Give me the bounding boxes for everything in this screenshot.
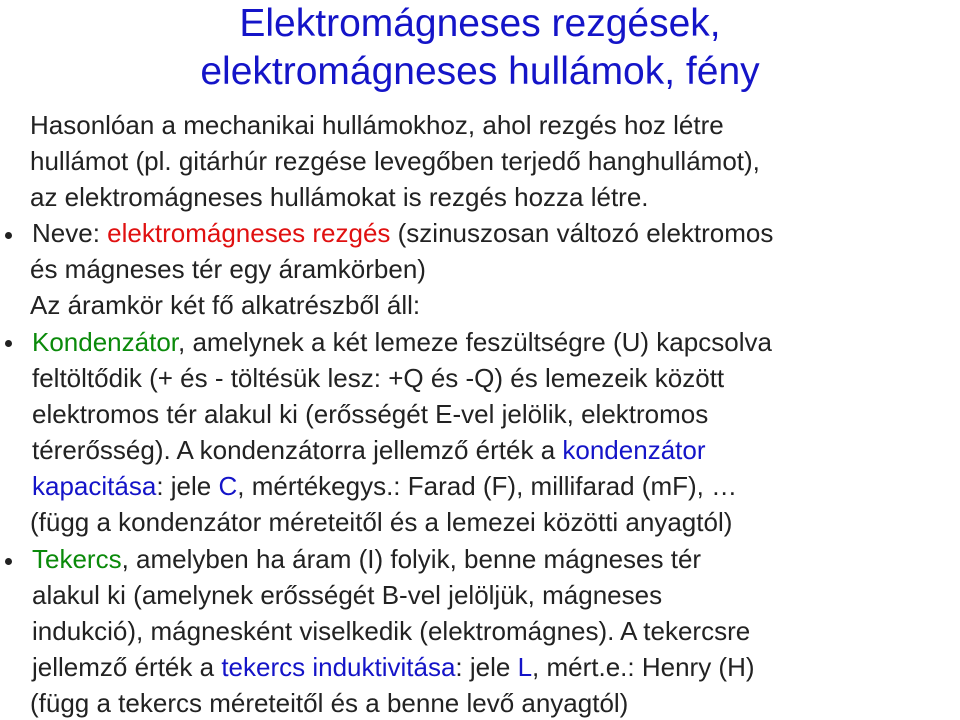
- tekercs-line-3: indukció), mágnesként viselkedik (elektromágnes). A tekercsre: [32, 616, 751, 646]
- kondenzator-line-1: [32, 327, 772, 357]
- neve-line-2: és mágneses tér egy áramkörben): [30, 254, 426, 284]
- kondenzator-line-5: [32, 471, 737, 501]
- bullet-point-tekercs: [5, 558, 12, 565]
- kondenzator-line-1-rest: , amelynek a két lemeze feszültségre (U) kapcsolva: [178, 327, 772, 357]
- kondenzator-line-5-text-b: , mértékegys.: Farad (F), millifarad (mF), …: [237, 471, 738, 501]
- slide-title-line-1: Elektromágneses rezgések,: [239, 2, 721, 45]
- bullet-point-neve: [5, 232, 12, 239]
- kapacitas-symbol: C: [218, 471, 238, 501]
- kondenzator-line-3: elektromos tér alakul ki (erősségét E-vel jelölik, elektromos: [32, 399, 709, 429]
- slide-title: [0, 0, 960, 96]
- intro-line-3: az elektromágneses hullámokat is rezgés hozza létre.: [30, 182, 649, 212]
- neve-rest: (szinuszosan változó elektromos: [390, 218, 774, 248]
- tekercs-line-1-rest: , amelyben ha áram (I) folyik, benne mágneses tér: [121, 544, 702, 574]
- tekercs-line-4-text-a: jellemző érték a: [32, 652, 222, 682]
- intro-line-1: Hasonlóan a mechanikai hullámokhoz, ahol rezgés hoz létre: [30, 110, 724, 140]
- induktivitas-symbol: L: [517, 652, 533, 682]
- tekercs-line-1: [32, 544, 701, 574]
- tekercs-line-4-text-c: , mért.e.: Henry (H): [532, 652, 755, 682]
- kondenzator-line-5-text-a: : jele: [156, 471, 219, 501]
- kondenzator-line-4-text: térerősség). A kondenzátorra jellemző érték a: [32, 435, 563, 465]
- neve-term: elektromágneses rezgés: [107, 218, 391, 248]
- parts-line: Az áramkör két fő alkatrészből áll:: [30, 290, 421, 320]
- kondenzator-line-4-term: kondenzátor: [562, 435, 706, 465]
- tekercs-line-4-text-b: : jele: [455, 652, 518, 682]
- tekercs-line-4: [32, 652, 755, 682]
- induktivitas-term: tekercs induktivitása: [221, 652, 456, 682]
- kondenzator-term: Kondenzátor: [32, 327, 179, 357]
- bullet-point-kondenzator: [5, 340, 12, 347]
- neve-label: Neve:: [32, 218, 108, 248]
- kapacitas-term: kapacitása: [32, 471, 157, 501]
- kondenzator-line-4: [32, 435, 706, 465]
- tekercs-line-2: alakul ki (amelynek erősségét B-vel jelöljük, mágneses: [32, 580, 663, 610]
- tekercs-line-5: (függ a tekercs méreteitől és a benne levő anyagtól): [30, 688, 629, 718]
- intro-line-2: hullámot (pl. gitárhúr rezgése levegőben terjedő hanghullámot),: [30, 146, 760, 176]
- slide-title-line-2: elektromágneses hullámok, fény: [200, 50, 760, 93]
- neve-line-1: [32, 218, 773, 248]
- tekercs-term: Tekercs: [32, 544, 122, 574]
- kondenzator-line-6: (függ a kondenzátor méreteitől és a lemezei közötti anyagtól): [30, 507, 733, 537]
- kondenzator-line-2: feltöltődik (+ és - töltésük lesz: +Q és -Q) és lemezeik között: [32, 363, 725, 393]
